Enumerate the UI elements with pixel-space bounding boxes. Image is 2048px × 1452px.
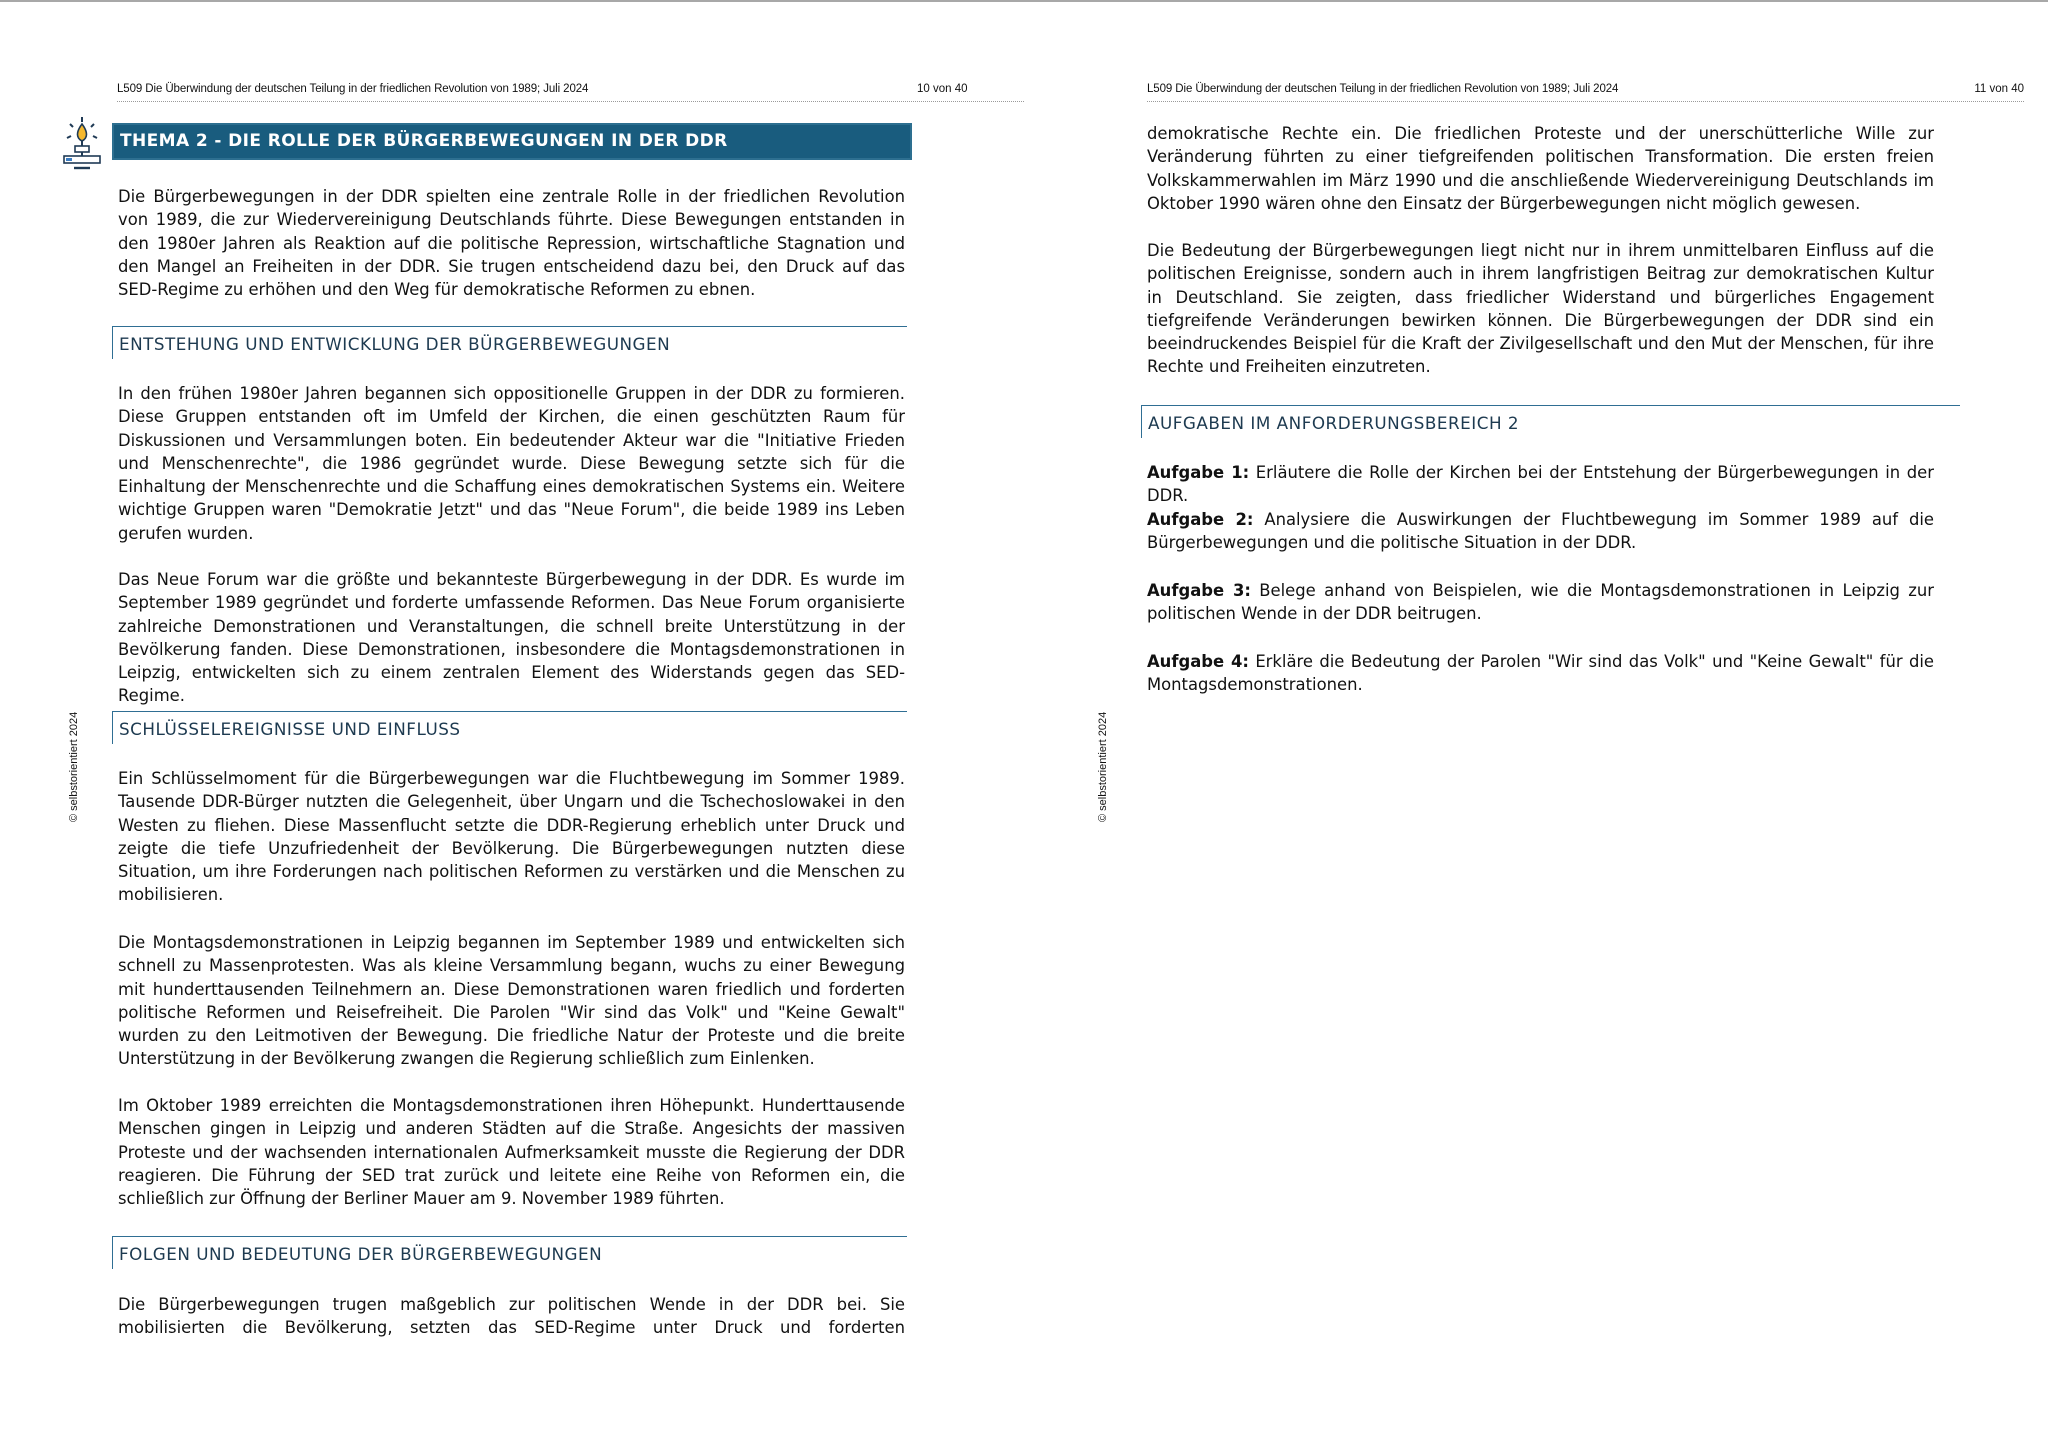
section-heading-text: FOLGEN UND BEDEUTUNG DER BÜRGERBEWEGUNGEN xyxy=(119,1244,603,1264)
running-header-title: L509 Die Überwindung der deutschen Teilung in der friedlichen Revolution von 1989; Juli 2024 xyxy=(117,83,589,95)
page-number: 10 von 40 xyxy=(917,83,968,95)
intro-paragraph xyxy=(118,185,905,301)
section-heading-text: AUFGABEN IM ANFORDERUNGSBEREICH 2 xyxy=(1148,413,1520,433)
task-item xyxy=(1147,650,1934,697)
topic-title-bar xyxy=(112,123,912,160)
section-paragraph xyxy=(118,767,905,907)
section-heading xyxy=(112,1236,907,1269)
lamp-icon xyxy=(62,116,102,172)
section-heading-text: SCHLÜSSELEREIGNISSE UND EINFLUSS xyxy=(119,719,461,739)
section-paragraph xyxy=(118,931,905,1071)
section-paragraph xyxy=(118,568,905,708)
task-label: Aufgabe 4: xyxy=(1147,652,1249,671)
copyright-notice: © selbstorientiert 2024 xyxy=(68,711,80,822)
significance-paragraph xyxy=(1147,239,1934,379)
running-header xyxy=(117,83,1024,102)
task-text: Belege anhand von Beispielen, wie die Montagsdemonstrationen in Leipzig zur politischen Wende in der DDR beitrugen. xyxy=(1147,581,1934,624)
task-item xyxy=(1147,579,1934,626)
paragraph-text: Die Bürgerbewegungen in der DDR spielten eine zentrale Rolle in der friedlichen Revolution von 1989, die zur Wiedervereinigung Deutschlands führte. Diese Bewegungen entstanden in den 1980er Jahren als Reaktion auf die politische Repression, wirtschaftliche Stagnation und den Mangel an Freiheiten in der DDR. Sie trugen entscheidend dazu bei, den Druck auf das SED-Regime zu erhöhen und den Weg für demokratische Reformen zu ebnen. xyxy=(118,187,905,300)
continuation-paragraph xyxy=(1147,122,1934,215)
page-11 xyxy=(1024,0,2048,1452)
paragraph-text: Die Montagsdemonstrationen in Leipzig begannen im September 1989 und entwickelten sich schnell zu Massenprotesten. Was als kleine Versammlung begann, wuchs zu einer Bewegung mit hunderttausenden Teilnehmern an. Diese Demonstrationen waren friedlich und forderten politische Reformen und Reisefreiheit. Die Parolen "Wir sind das Volk" und "Keine Gewalt" wurden zu den Leitmotiven der Bewegung. Die friedliche Natur der Proteste und die breite Unterstützung in der Bevölkerung zwangen die Regierung schließlich zum Einlenken. xyxy=(118,933,905,1069)
section-heading-text: ENTSTEHUNG UND ENTWICKLUNG DER BÜRGERBEWEGUNGEN xyxy=(119,334,671,354)
task-item xyxy=(1147,508,1934,555)
section-heading xyxy=(112,711,907,744)
running-header xyxy=(1147,83,2024,102)
running-header-title: L509 Die Überwindung der deutschen Teilung in der friedlichen Revolution von 1989; Juli 2024 xyxy=(1147,83,1619,95)
paragraph-text: In den frühen 1980er Jahren begannen sich oppositionelle Gruppen in der DDR zu formieren. Diese Gruppen entstanden oft im Umfeld der Kirchen, die einen geschützten Raum für Diskussionen und Versammlungen boten. Ein bedeutender Akteur war die "Initiative Frieden und Menschenrechte", die 1986 gegründet wurde. Diese Bewegung setzte sich für die Einhaltung der Menschenrechte und die Schaffung eines demokratischen Systems ein. Weitere wichtige Gruppen waren "Demokratie Jetzt" und das "Neue Forum", die beide 1989 ins Leben gerufen wurden. xyxy=(118,384,905,543)
paragraph-text: Im Oktober 1989 erreichten die Montagsdemonstrationen ihren Höhepunkt. Hunderttausende Menschen gingen in Leipzig und anderen Städten auf die Straße. Angesichts der massiven Proteste und der wachsenden internationalen Aufmerksamkeit musste die Regierung der DDR reagieren. Die Führung der SED trat zurück und leitete eine Reihe von Reformen ein, die schließlich zur Öffnung der Berliner Mauer am 9. November 1989 führten. xyxy=(118,1096,905,1209)
section-paragraph xyxy=(118,1293,905,1340)
copyright-notice: © selbstorientiert 2024 xyxy=(1097,711,1109,822)
paragraph-text: Die Bürgerbewegungen trugen maßgeblich zur politischen Wende in der DDR bei. Sie mobilisierten die Bevölkerung, setzten das SED-Regime unter Druck und forderten xyxy=(118,1295,905,1338)
section-paragraph xyxy=(118,382,905,545)
paragraph-text: Das Neue Forum war die größte und bekannteste Bürgerbewegung in der DDR. Es wurde im September 1989 gegründet und forderte umfassende Reformen. Das Neue Forum organisierte zahlreiche Demonstrationen und Veranstaltungen, die schnell breite Unterstützung in der Bevölkerung fanden. Diese Demonstrationen, insbesondere die Montagsdemonstrationen in Leipzig, entwickelten sich zu einem zentralen Element des Widerstands gegen das SED-Regime. xyxy=(118,570,905,706)
section-paragraph xyxy=(118,1094,905,1210)
topic-title: THEMA 2 - DIE ROLLE DER BÜRGERBEWEGUNGEN IN DER DDR xyxy=(120,131,728,151)
task-label: Aufgabe 3: xyxy=(1147,581,1251,600)
paragraph-text: Die Bedeutung der Bürgerbewegungen liegt nicht nur in ihrem unmittelbaren Einfluss auf die politischen Ereignisse, sondern auch in ihrem langfristigen Beitrag zur demokratischen Kultur in Deutschland. Sie zeigten, dass friedlicher Widerstand und bürgerliches Engagement tiefgreifende Veränderungen bewirken können. Die Bürgerbewegungen der DDR sind ein beeindruckendes Beispiel für die Kraft der Zivilgesellschaft und den Mut der Menschen, für ihre Rechte und Freiheiten einzutreten. xyxy=(1147,241,1934,377)
task-text: Erläutere die Rolle der Kirchen bei der Entstehung der Bürgerbewegungen in der DDR. xyxy=(1147,463,1934,506)
task-label: Aufgabe 1: xyxy=(1147,463,1250,482)
section-heading xyxy=(112,326,907,359)
section-heading xyxy=(1141,405,1960,438)
task-item xyxy=(1147,461,1934,508)
task-text: Analysiere die Auswirkungen der Fluchtbewegung im Sommer 1989 auf die Bürgerbewegungen und die politische Situation in der DDR. xyxy=(1147,510,1934,553)
paragraph-text: Ein Schlüsselmoment für die Bürgerbewegungen war die Fluchtbewegung im Sommer 1989. Tausende DDR-Bürger nutzten die Gelegenheit, über Ungarn und die Tschechoslowakei in den Westen zu fliehen. Diese Massenflucht setzte die DDR-Regierung erheblich unter Druck und zeigte die tiefe Unzufriedenheit der Bevölkerung. Die Bürgerbewegungen nutzten diese Situation, um ihre Forderungen nach politischen Reformen zu verstärken und die Menschen zu mobilisieren. xyxy=(118,769,905,905)
task-label: Aufgabe 2: xyxy=(1147,510,1254,529)
paragraph-text: demokratische Rechte ein. Die friedlichen Proteste und der unerschütterliche Wille zur Veränderung führten zu einer tiefgreifenden politischen Transformation. Die ersten freien Volkskammerwahlen im März 1990 und die anschließende Wiedervereinigung Deutschlands im Oktober 1990 wären ohne den Einsatz der Bürgerbewegungen nicht möglich gewesen. xyxy=(1147,124,1934,213)
task-text: Erkläre die Bedeutung der Parolen "Wir sind das Volk" und "Keine Gewalt" für die Montagsdemonstrationen. xyxy=(1147,652,1934,695)
page-number: 11 von 40 xyxy=(1974,83,2024,95)
